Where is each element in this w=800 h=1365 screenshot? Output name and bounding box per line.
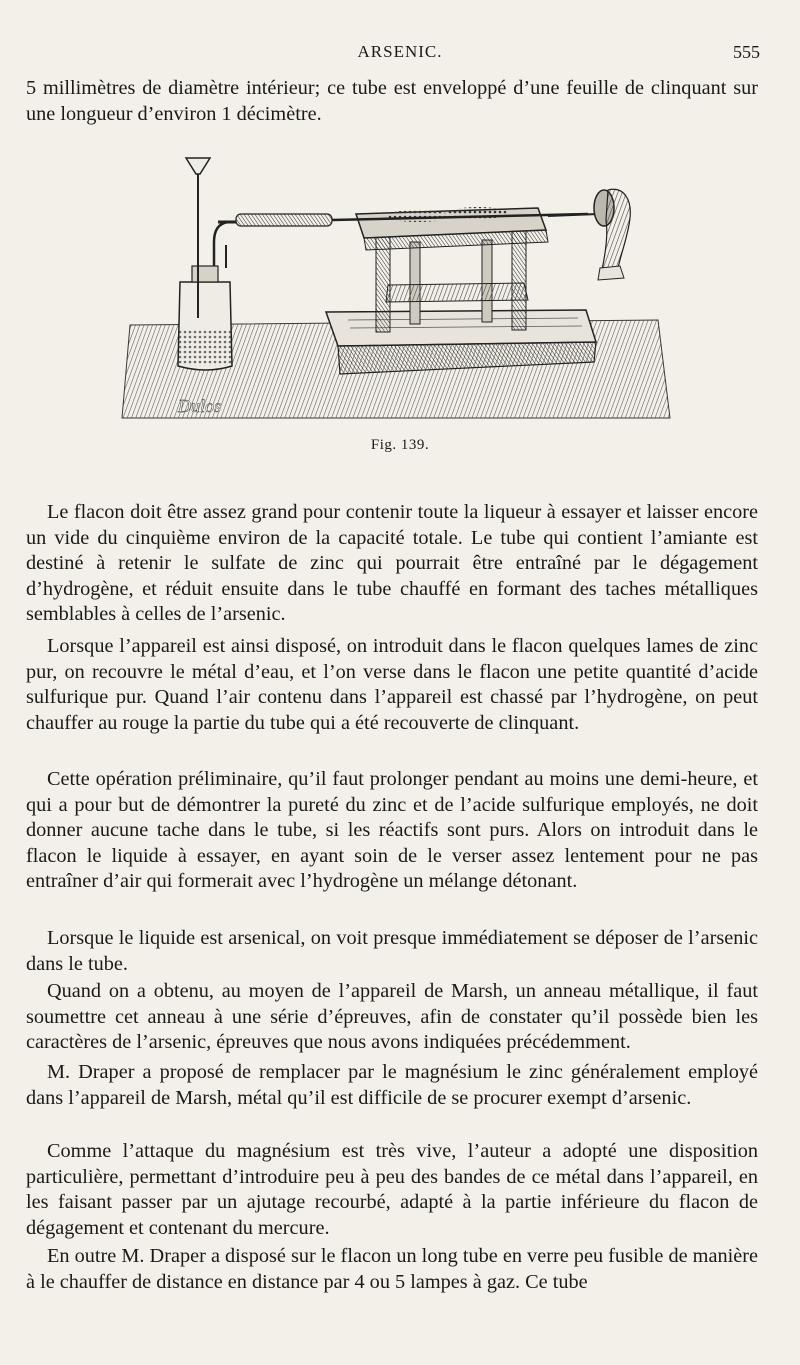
paragraph-8: En outre M. Draper a disposé sur le flacon un long tube en verre peu fusible de manière à le chauffer de distance en distance par 4 ou 5 lampes à gaz. Ce tube [26,1245,758,1293]
marsh-apparatus-figure [118,150,673,425]
paragraph-3: Cette opération préliminaire, qu’il faut prolonger pendant au moins une demi-heure, et qui a pour but de démontrer la pureté du zinc et de l’acide sulfurique employés, ne doit donner aucune tache dans le tube, si les réactifs sont purs. Alors on introduit dans le flacon le liquide à essayer, en ayant soin de le verser assez lentement pour ne pas entraîner d’air qui formerait avec l’hydrogène un mélange détonant. [26,768,758,893]
figure-caption: Fig. 139. [370,437,430,453]
delivery-tube [236,214,332,226]
engraver-signature: Dulos [178,396,222,416]
paragraph-5: Quand on a obtenu, au moyen de l’appareil de Marsh, un anneau métallique, il faut soumettre cet anneau à une série d’épreuves, afin de constater qu’il possède bien les caractères de l’arsenic, épreuves que nous avons indiquées précédemment. [26,980,758,1054]
paragraph-6: M. Draper a proposé de remplacer par le magnésium le zinc généralement employé dans l’appareil de Marsh, métal qu’il est difficile de se procurer exempt d’arsenic. [26,1061,758,1109]
marsh-apparatus-engraving [118,150,673,425]
paragraph-2: Lorsque l’appareil est ainsi disposé, on introduit dans le flacon quelques lames de zinc pur, on recouvre le métal d’eau, et l’on verse dans le flacon une petite quantité d’acide sulfurique pur. Quand l’air contenu dans l’appareil est chassé par l’hydrogène, on peut chauffer au rouge la partie du tube qui a été recouverte de clinquant. [26,635,758,734]
paragraph-1: Le flacon doit être assez grand pour contenir toute la liqueur à essayer et laisser encore un vide du cinquième environ de la capacité totale. Le tube qui contient l’amiante est destiné à retenir le sulfate de zinc qui pourrait être entraîné par le dégagement d’hydrogène, et réduit ensuite dans le tube chauffé en formant des taches métalliques semblables à celles de l’arsenic. [26,501,758,626]
running-title: ARSENIC. [357,42,443,61]
page-number: 555 [733,42,760,62]
paragraph-4: Lorsque le liquide est arsenical, on voit presque immédiatement se déposer de l’arsenic dans le tube. [26,927,758,975]
thistle-funnel [186,158,210,174]
paragraph-7: Comme l’attaque du magnésium est très vive, l’auteur a adopté une disposition particulière, permettant d’introduire peu à peu des bandes de ce métal dans l’appareil, en les faisant passer par un ajutage recourbé, adapté à la partie inférieure du flacon de dégagement et contenant du mercure. [26,1140,758,1239]
page-header [0,40,800,64]
intro-paragraph: 5 millimètres de diamètre intérieur; ce tube est enveloppé d’une feuille de clinquant sur une longueur d’environ 1 décimètre. [26,77,758,125]
